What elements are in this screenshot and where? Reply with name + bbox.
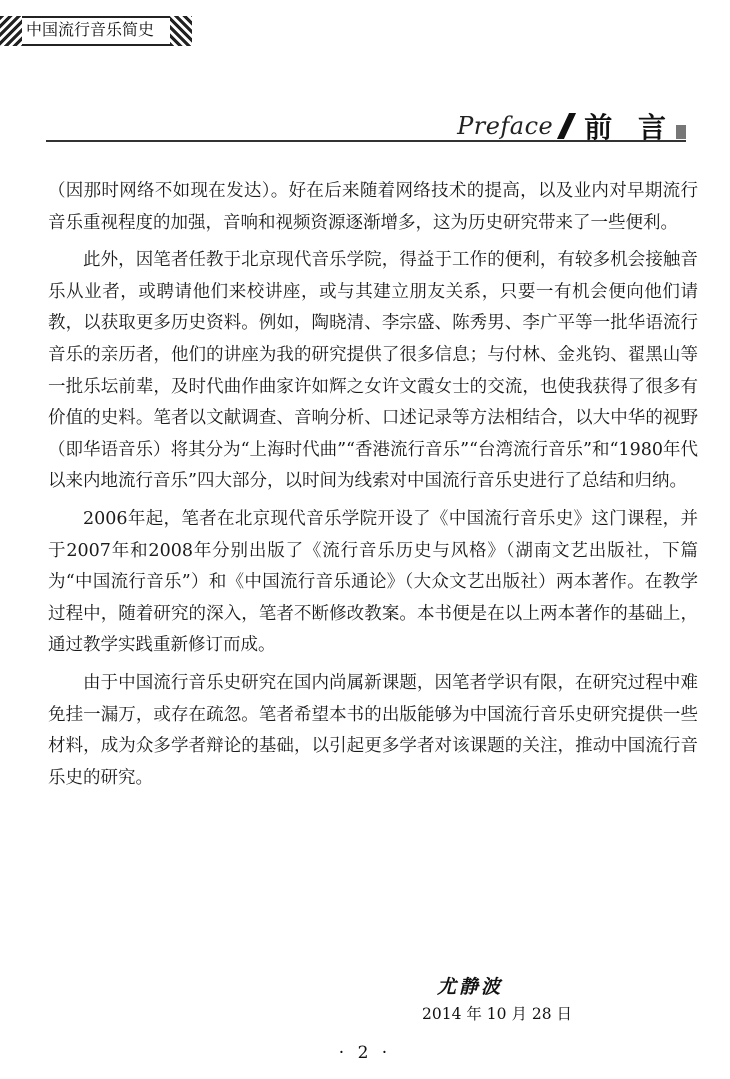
heading-block-decoration [676,125,686,139]
paragraph-3: 2006年起，笔者在北京现代音乐学院开设了《中国流行音乐史》这门课程，并于2007年和2008年分别出版了《流行音乐历史与风格》（湖南文艺出版社，下篇为“中国流行音乐”）和《中国流行音乐通论》（大众文艺出版社）两本著作。在教学过程中，随着研究的深入，笔者不断修改教案。本书便是在以上两本著作的基础上，通过教学实践重新修订而成。 [48,508,698,656]
paragraph-1: （因那时网络不如现在发达）。好在后来随着网络技术的提高，以及业内对早期流行音乐重视程度的加强，音响和视频资源逐渐增多，这为历史研究带来了一些便利。 [48,181,698,233]
section-title-chinese: 前 言 [584,111,674,144]
page-number: · 2 · [338,1043,392,1063]
slash-divider-icon [557,113,576,139]
header-stripe-decoration-right [170,16,192,46]
paragraph-2: 此外，因笔者任教于北京现代音乐学院，得益于工作的便利，有较多机会接触音乐从业者，或聘请他们来校讲座，或与其建立朋友关系，只要一有机会便向他们请教，以获取更多历史资料。例如，陶晓清、李宗盛、陈秀男、李广平等一批华语流行音乐的亲历者，他们的讲座为我的研究提供了很多信息；与付林、金兆钧、翟黑山等一批乐坛前辈，及时代曲作曲家许如辉之女许文霞女士的交流，也使我获得了很多有价值的史料。笔者以文献调查、音响分析、口述记录等方法相结合，以大中华的视野（即华语音乐）将其分为“上海时代曲”“香港流行音乐”“台湾流行音乐”和“1980年代以来内地流行音乐”四大部分，以时间为线索对中国流行音乐史进行了总结和归纳。 [48,250,698,492]
heading-rule [46,140,686,142]
signature-date: 2014 年 10 月 28 日 [422,1005,573,1023]
running-header [0,16,192,46]
author-signature: 尤静波 [437,976,504,998]
book-title: 中国流行音乐简史 [26,20,155,39]
paragraph-4: 由于中国流行音乐史研究在国内尚属新课题，因笔者学识有限，在研究过程中难免挂一漏万，或存在疏忽。笔者希望本书的出版能够为中国流行音乐史研究提供一些材料，成为众多学者辩论的基础，以引起更多学者对该课题的关注，推动中国流行音乐史的研究。 [48,672,698,788]
header-stripe-decoration-left [0,16,22,46]
section-title-english: Preface [457,112,554,140]
preface-body [48,176,698,794]
